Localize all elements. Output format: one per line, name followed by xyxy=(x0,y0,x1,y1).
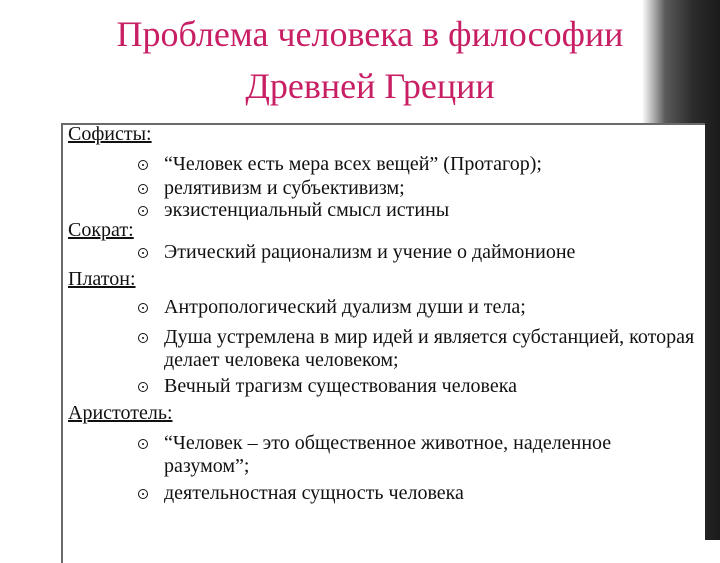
slide-title xyxy=(40,8,700,112)
bullet-item: Антропологический дуализм души и тела; xyxy=(138,296,698,319)
bullet-item: “Человек есть мера всех вещей” (Протагор); xyxy=(138,153,698,176)
bullet-icon xyxy=(138,333,148,343)
bullet-item: Душа устремлена в мир идей и является субстанцией, которая делает человека человеком; xyxy=(138,326,698,372)
bullet-item: экзистенциальный смысл истины xyxy=(138,199,698,222)
bullet-icon xyxy=(138,184,148,194)
bullet-item: “Человек – это общественное животное, наделенное разумом”; xyxy=(138,432,698,478)
bullet-icon xyxy=(138,248,148,258)
bullet-item: Этический рационализм и учение о даймонионе xyxy=(138,241,698,264)
bullet-icon xyxy=(138,160,148,170)
section-heading-aristotle: Аристотель: xyxy=(68,402,173,424)
bullet-item: деятельностная сущность человека xyxy=(138,482,698,505)
bullet-icon xyxy=(138,382,148,392)
title-line-1: Проблема человека в философии xyxy=(116,14,624,54)
section-heading-plato: Платон: xyxy=(68,268,136,290)
title-line-2: Древней Греции xyxy=(245,66,495,106)
section-heading-sophists: Софисты: xyxy=(68,123,152,145)
bullet-item: Вечный трагизм существования человека xyxy=(138,375,698,398)
bullet-icon xyxy=(138,489,148,499)
bullet-item: релятивизм и субъективизм; xyxy=(138,177,698,200)
bullet-icon xyxy=(138,206,148,216)
section-heading-socrates: Сократ: xyxy=(68,219,134,241)
bullet-icon xyxy=(138,439,148,449)
bullet-icon xyxy=(138,303,148,313)
